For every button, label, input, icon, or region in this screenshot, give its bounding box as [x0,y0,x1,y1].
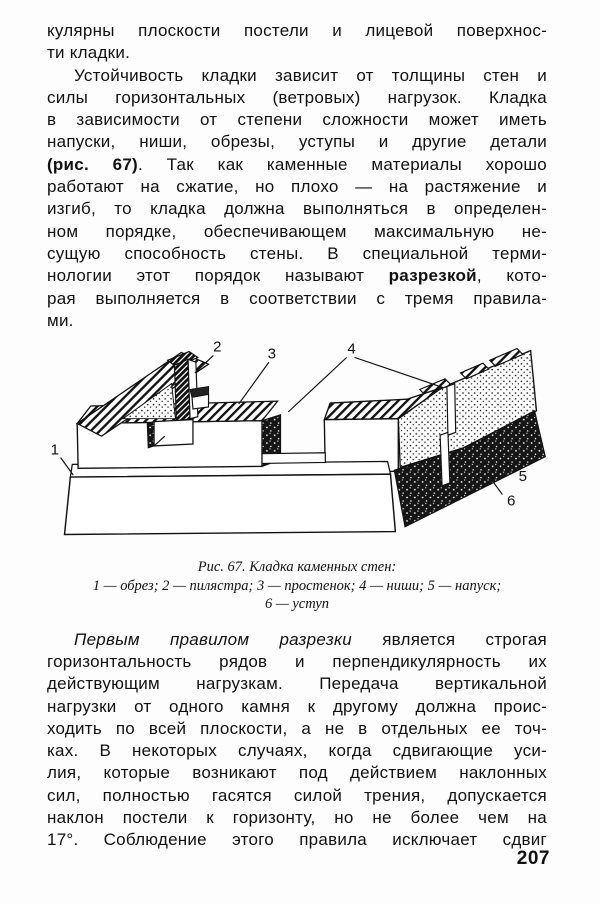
caption-line: 1 — обрез; 2 — пилястра; 3 — простенок; 4 — ниши; 5 — напуск; [92,577,502,594]
text-line: Первым правилом разрезки является строгая [74,629,547,649]
masonry-wall-diagram [47,336,553,551]
text-line: горизонтальность рядов и перпендикулярность их [47,651,547,671]
caption-line: 6 — уступ [264,596,330,613]
pilaster-niche-side [147,422,154,448]
caption-line: Рис. 67. Кладка каменных стен: [197,559,397,576]
text-line: силы горизонтальных (ветровых) нагрузок. Кладка [47,87,547,107]
text-line: кулярны плоскости постели и лицевой поверхнос- [47,21,547,40]
text-line: сущую способность стены. В специальной терми- [47,243,547,263]
leader-3 [239,362,269,404]
text-line: нологии этот порядок называют разрезкой, кото- [47,266,547,286]
paragraph-block-1 [47,20,547,332]
text-line: 17°. Соблюдение этого правила исключает сдвиг [47,830,547,850]
foundation-front-face [65,474,396,534]
text-line: рая выполняется в соответствии с тремя правила- [47,288,547,308]
text-line: наклон постели к горизонту, но не более чем на [47,808,547,828]
text-line: (рис. 67). Так как каменные материалы хорошо [47,154,547,174]
figure-label-1: 1 [50,441,59,459]
pilaster-niche [154,420,193,446]
paragraph-block-2 [47,629,547,852]
figure-label-3: 3 [267,345,276,363]
figure-label-6: 6 [506,492,516,510]
niche-slot-upper [447,384,456,436]
window-sill [262,453,325,464]
niche-slot-lower [440,432,450,486]
figure-label-2: 2 [213,338,222,356]
figure-label-5: 5 [518,468,528,486]
text-line: изгиб, то кладка должна выполняться в определен- [47,199,547,219]
figure-label-4: 4 [347,340,356,358]
page-number: 207 [516,848,550,869]
text-line: Устойчивость кладки зависит от толщины стен и [74,65,547,85]
text-line: ти кладки. [47,43,131,63]
text-line: работают на сжатие, но плохо — на растяжение и [47,177,547,197]
figure-67 [47,336,547,556]
text-line: ках. В некоторых случаях, когда сдвигающие уси- [47,741,547,761]
text-line: сил, полностью гасятся силой трения, допускается [47,785,547,805]
text-line: лия, которые возникают под действием наклонных [47,763,547,783]
text-line: ми. [47,310,74,330]
text-line: действующим нагрузкам. Передача вертикальной [47,674,547,694]
pilaster-shaft-dark [174,359,190,421]
text-line: ходить по всей плоскости, а не в отдельных ее точ- [47,718,547,738]
pilaster-step-front [192,395,209,410]
text-line: ном порядке, обеспечивающем максимальную не- [47,221,547,241]
text-line: напуски, ниши, обрезы, уступы и другие детали [47,132,547,152]
text-line: в зависимости от степени сложности может иметь [47,110,547,130]
text-line: нагрузки от одного камня к другому должна проис- [47,696,547,716]
figure-caption [47,558,547,614]
leader-4-right [354,358,443,388]
